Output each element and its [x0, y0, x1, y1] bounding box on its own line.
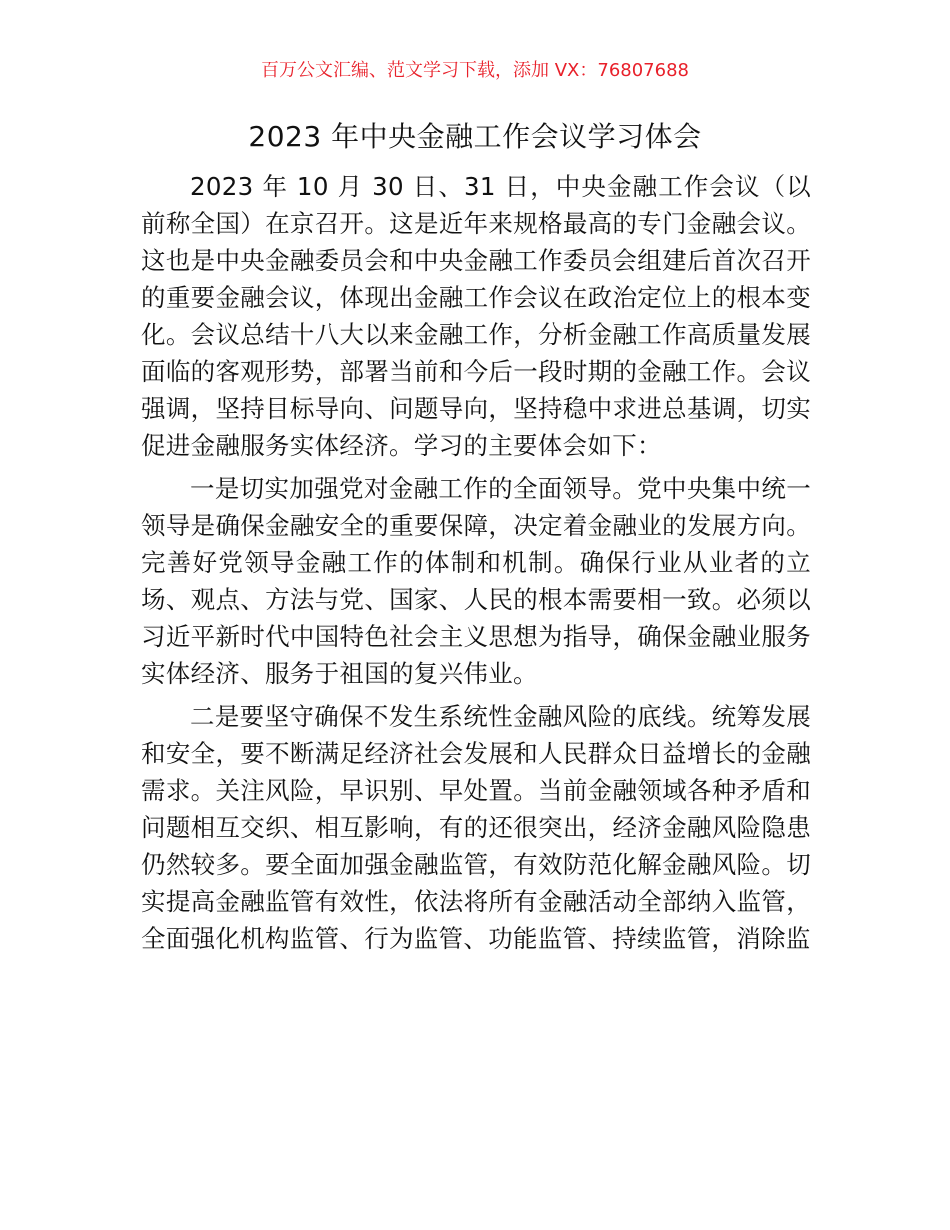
document-title: 2023 年中央金融工作会议学习体会 [248, 120, 702, 153]
paragraph-point-one: 一是切实加强党对金融工作的全面领导。党中央集中统一领导是确保金融安全的重要保障，决定着金融业的发展方向。完善好党领导金融工作的体制和机制。确保行业从业者的立场、观点、方法与党、国家、人民的根本需要相一致。必须以习近平新时代中国特色社会主义思想为指导，确保金融业服务实体经济、服务于祖国的复兴伟业。 [141, 474, 811, 688]
document-body [141, 168, 811, 963]
paragraph-point-two: 二是要坚守确保不发生系统性金融风险的底线。统筹发展和安全，要不断满足经济社会发展和人民群众日益增长的金融需求。关注风险，早识别、早处置。当前金融领域各种矛盾和问题相互交织、相互影响，有的还很突出，经济金融风险隐患仍然较多。要全面加强金融监管，有效防范化解金融风险。切实提高金融监管有效性，依法将所有金融活动全部纳入监管，全面强化机构监管、行为监管、功能监管、持续监管，消除监 [141, 702, 811, 953]
paragraph-intro: 2023 年 10 月 30 日、31 日，中央金融工作会议（以前称全国）在京召开。这是近年来规格最高的专门金融会议。这也是中央金融委员会和中央金融工作委员会组建后首次召开的重要金融会议，体现出金融工作会议在政治定位上的根本变化。会议总结十八大以来金融工作，分析金融工作高质量发展面临的客观形势，部署当前和今后一段时期的金融工作。会议强调，坚持目标导向、问题导向，坚持稳中求进总基调，切实促进金融服务实体经济。学习的主要体会如下： [141, 172, 811, 460]
header-note: 百万公文汇编、范文学习下载，添加 VX：76807688 [261, 60, 689, 81]
